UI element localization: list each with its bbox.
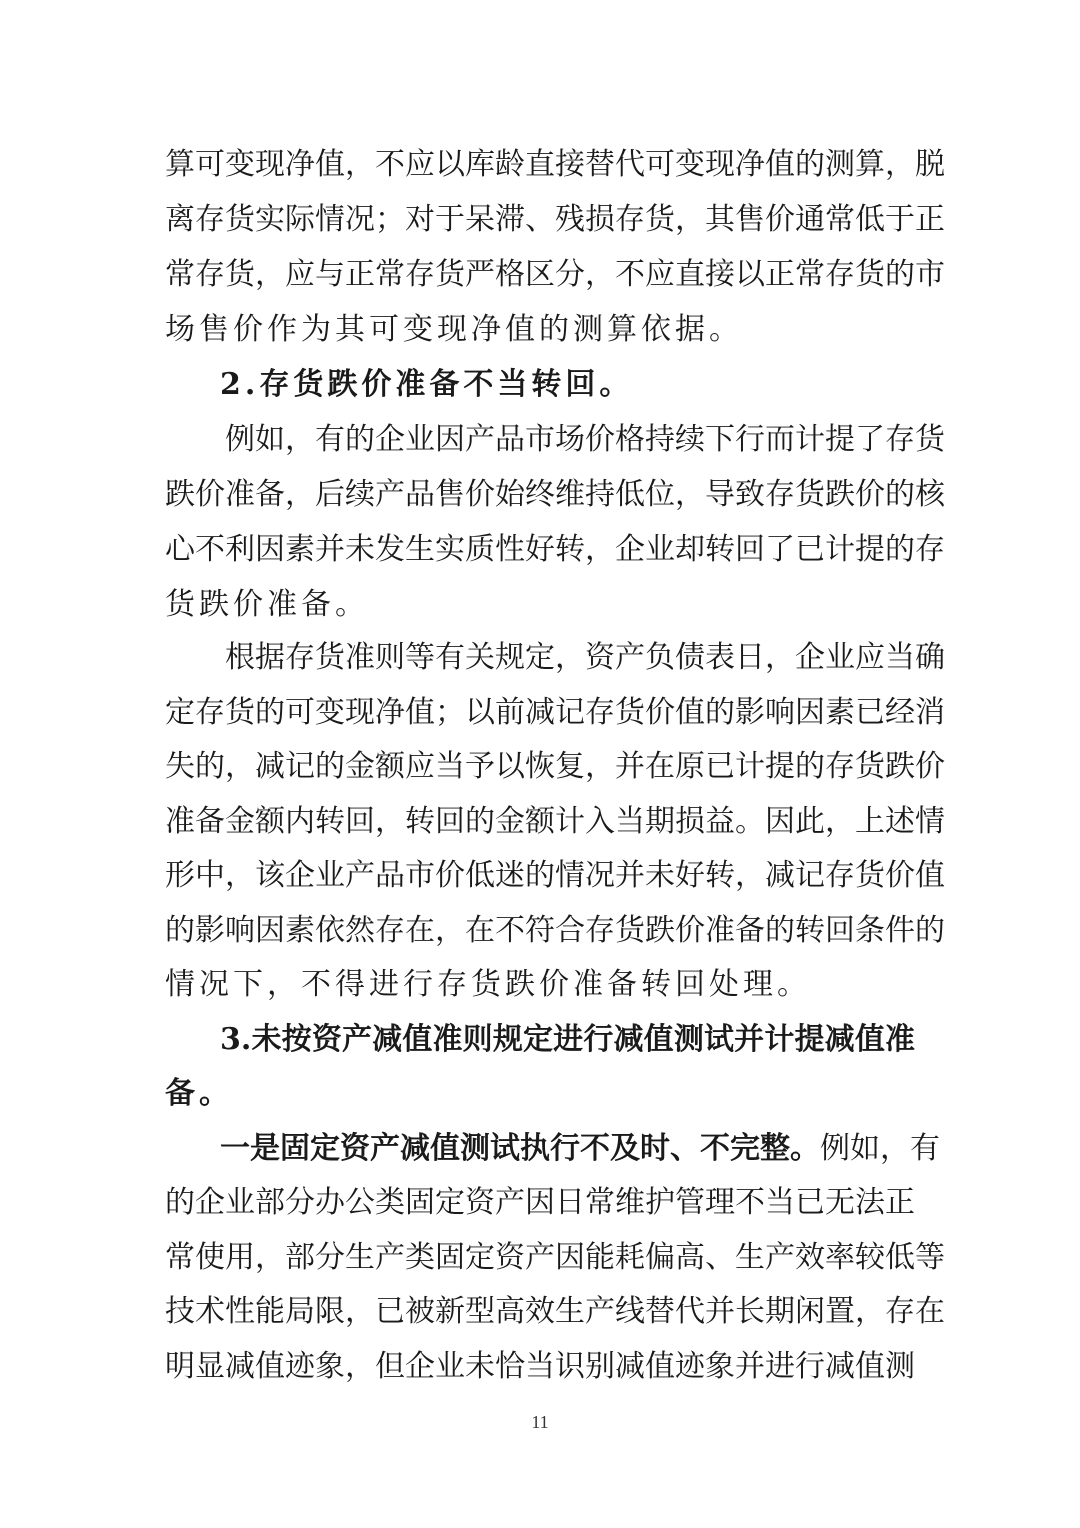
paragraph-line: 明显减值迹象，但企业未恰当识别减值迹象并进行减值测 — [165, 1349, 915, 1384]
paragraph-line: 失的，减记的金额应当予以恢复，并在原已计提的存货跌价 — [165, 749, 945, 784]
paragraph-line: 跌价准备，后续产品售价始终维持低位，导致存货跌价的核 — [165, 477, 945, 512]
section-heading: 3.未按资产减值准则规定进行减值测试并计提减值准 — [220, 1022, 915, 1057]
page-number: 11 — [531, 1412, 549, 1432]
inline-bold-lead: 一是固定资产减值测试执行不及时、不完整。 — [220, 1131, 820, 1166]
paragraph-line: 场售价作为其可变现净值的测算依据。 — [165, 312, 743, 347]
paragraph-line: 准备金额内转回，转回的金额计入当期损益。因此，上述情 — [165, 804, 945, 839]
paragraph-line: 心不利因素并未发生实质性好转，企业却转回了已计提的存 — [165, 532, 945, 567]
paragraph-line: 技术性能局限，已被新型高效生产线替代并长期闲置，存在 — [165, 1294, 945, 1329]
paragraph-line: 情况下，不得进行存货跌价准备转回处理。 — [165, 967, 811, 1002]
paragraph-line: 算可变现净值，不应以库龄直接替代可变现净值的测算，脱 — [165, 147, 945, 182]
paragraph-line-mixed — [220, 1129, 940, 1169]
paragraph-line: 货跌价准备。 — [165, 587, 369, 622]
paragraph-line: 的企业部分办公类固定资产因日常维护管理不当已无法正 — [165, 1185, 915, 1220]
paragraph-line: 根据存货准则等有关规定，资产负债表日，企业应当确 — [225, 640, 945, 675]
paragraph-line: 例如，有的企业因产品市场价格持续下行而计提了存货 — [225, 422, 945, 457]
section-heading-continuation: 备。 — [165, 1076, 233, 1111]
paragraph-line: 常使用，部分生产类固定资产因能耗偏高、生产效率较低等 — [165, 1240, 945, 1275]
paragraph-line: 常存货，应与正常存货严格区分，不应直接以正常存货的市 — [165, 257, 945, 292]
paragraph-line: 定存货的可变现净值；以前减记存货价值的影响因素已经消 — [165, 695, 945, 730]
paragraph-line: 形中，该企业产品市价低迷的情况并未好转，减记存货价值 — [165, 858, 945, 893]
section-heading: 2.存货跌价准备不当转回。 — [220, 367, 634, 402]
inline-text: 例如，有 — [820, 1131, 940, 1166]
paragraph-line: 离存货实际情况；对于呆滞、残损存货，其售价通常低于正 — [165, 202, 945, 237]
paragraph-line: 的影响因素依然存在，在不符合存货跌价准备的转回条件的 — [165, 913, 945, 948]
